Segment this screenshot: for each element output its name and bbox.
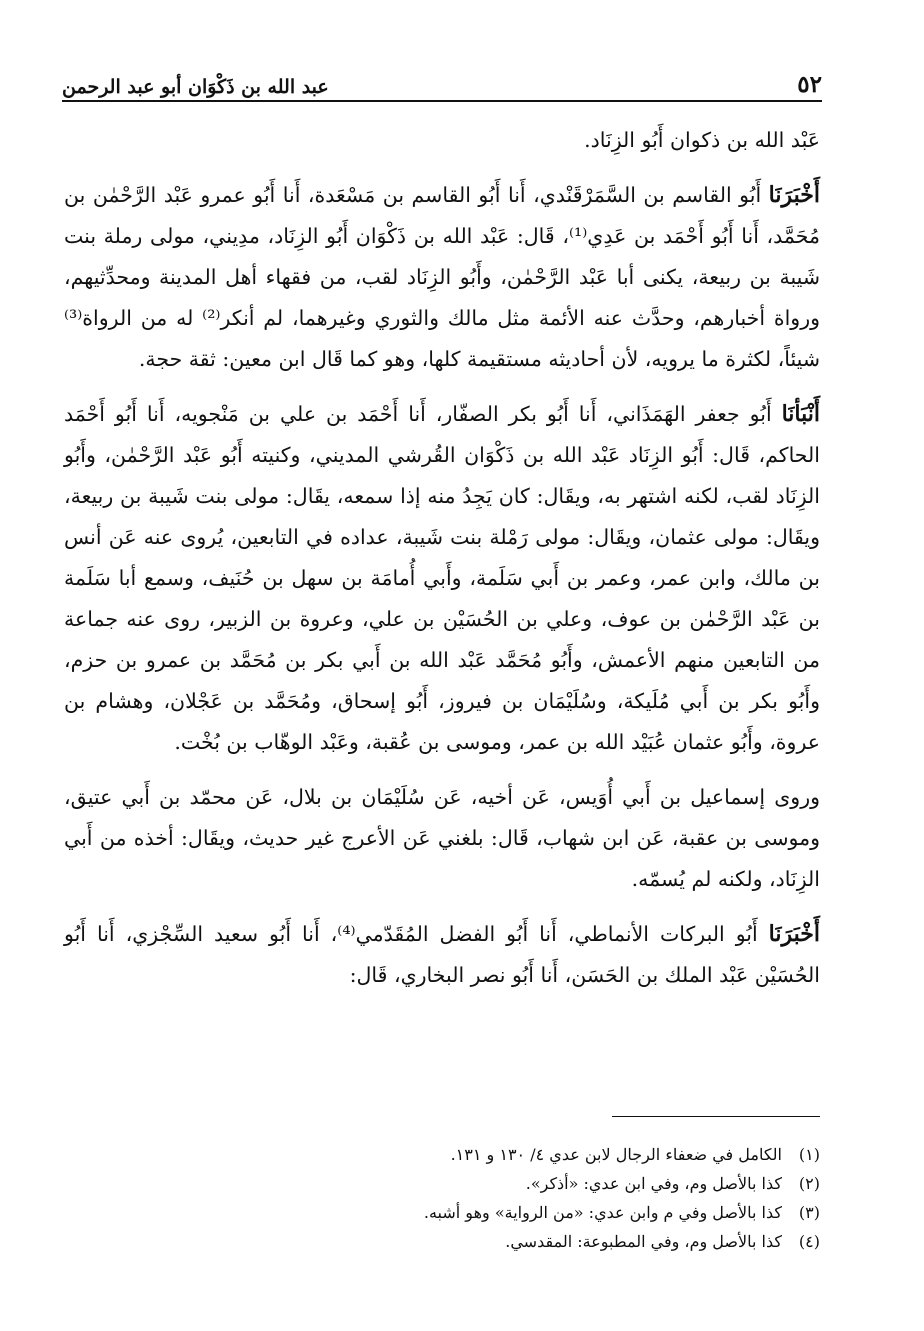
paragraph-2 bbox=[64, 175, 820, 380]
paragraph-text: وروى إسماعيل بن أَبي أُوَيس، عَن أخيه، عَن سُلَيْمَان بن بلال، عَن محمّد بن أَبي عتيق، وموسى بن عقبة، عَن ابن شهاب، قَال: بلغني عَن الأعرج غير حديث، ويقَال: أخذه من أَبي الزِنَاد، ولكنه لم يُسمّه. bbox=[64, 785, 820, 891]
paragraph-lead: أَخْبَرَنَا bbox=[768, 921, 820, 947]
page-number: ٥٢ bbox=[797, 71, 822, 98]
footnote-1 bbox=[64, 1140, 820, 1169]
paragraph-lead: أَخْبَرَنَا bbox=[768, 182, 820, 208]
main-text bbox=[64, 120, 820, 1010]
paragraph-text: أَبُو البركات الأنماطي، أَنا أَبُو الفضل المُقَدّمي⁽⁴⁾، أَنا أَبُو سعيد السِّجْزي، أَنا أَبُو الحُسَيْن عَبْد الملك بن الحَسَن، أَنا أَبُو نصر البخاري، قَال: bbox=[64, 922, 820, 987]
footnote-number: (١) bbox=[798, 1145, 820, 1164]
page-header bbox=[62, 58, 822, 98]
footnote-text: كذا بالأصل وم، وفي ابن عدي: «أذكر». bbox=[525, 1174, 782, 1193]
footnote-text: كذا بالأصل وم، وفي المطبوعة: المقدسي. bbox=[505, 1232, 782, 1251]
footnote-number: (٤) bbox=[798, 1232, 820, 1251]
paragraph-text: عَبْد الله بن ذكوان أَبُو الزِنَاد. bbox=[584, 128, 820, 152]
paragraph-text: أَبُو القاسم بن السَّمَرْقَنْدي، أَنا أَبُو القاسم بن مَسْعَدة، أَنا أَبُو عمرو عَبْد الرَّحْمٰن بن مُحَمَّد، أَنا أَبُو أَحْمَد بن عَدِي⁽¹⁾، قَال: عَبْد الله بن ذَكْوَان أَبُو الزِنَاد، مدِيني، مولى رملة بنت شَيبة بن ربيعة، يكنى أبا عَبْد الرَّحْمٰن، وأَبُو الزِنَاد لقب، من فقهاء أهل المدينة ومحدِّثيهم، ورواة أخبارهم، وحدَّث عنه الأئمة مثل مالك والثوري وغيرهما، لم أنكر⁽²⁾ له من الرواة⁽³⁾ شيئاً، لكثرة ما يرويه، لأن أحاديثه مستقيمة كلها، وهو كما قَال ابن معين: ثقة حجة. bbox=[64, 183, 820, 371]
paragraph-3 bbox=[64, 394, 820, 763]
paragraph-1 bbox=[64, 120, 820, 161]
footnote-rule bbox=[612, 1116, 820, 1117]
paragraph-5 bbox=[64, 914, 820, 996]
footnote-number: (٣) bbox=[798, 1203, 820, 1222]
paragraph-text: أَبُو جعفر الهَمَذَاني، أَنا أَبُو بكر الصفّار، أَنا أَحْمَد بن علي بن مَنْجويه، أَنا أَبُو أَحْمَد الحاكم، قَال: أَبُو الزِنَاد عَبْد الله بن ذَكْوَان القُرشي المديني، وكنيته أَبُو عَبْد الرَّحْمٰن، وأَبُو الزِنَاد لقب، لكنه اشتهر به، ويقَال: كان يَجِدُ منه إذا سمعه، يقَال: مولى بنت شَيبة بن ربيعة، ويقَال: مولى عثمان، ويقَال: مولى رَمْلة بنت شَيبة، عداده في التابعين، يُروى عنه عَن أنس بن مالك، وابن عمر، وعمر بن أَبي سَلَمة، وأَبي أُمامَة بن سهل بن حُنَيف، وسمع أبا سَلَمة بن عَبْد الرَّحْمٰن بن عوف، وعلي بن الحُسَيْن بن علي، وعروة بن الزبير، روى عنه جماعة من التابعين منهم الأعمش، وأَبُو مُحَمَّد عَبْد الله بن أَبي بكر بن مُحَمَّد بن عمرو بن حزم، وأَبُو بكر بن أَبي مُلَيكة، وسُلَيْمَان بن فيروز، أَبُو إسحاق، ومُحَمَّد بن عَجْلان، وهشام بن عروة، وأَبُو عثمان عُبَيْد الله بن عمر، وموسى بن عُقبة، وعَبْد الوهّاب بن بُخْت. bbox=[64, 402, 820, 754]
paragraph-lead: أَنْبَأنَا bbox=[781, 401, 820, 427]
footnote-number: (٢) bbox=[798, 1174, 820, 1193]
footnote-4 bbox=[64, 1227, 820, 1256]
running-title: عبد الله بن ذَكْوَان أبو عبد الرحمن bbox=[62, 76, 329, 98]
footnote-text: الكامل في ضعفاء الرجال لابن عدي ٤/ ١٣٠ و ١٣١. bbox=[450, 1145, 782, 1164]
footnotes bbox=[64, 1140, 820, 1256]
header-rule bbox=[62, 100, 822, 102]
footnote-3 bbox=[64, 1198, 820, 1227]
footnote-2 bbox=[64, 1169, 820, 1198]
footnote-text: كذا بالأصل وفي م وابن عدي: «من الرواية» وهو أشبه. bbox=[423, 1203, 782, 1222]
paragraph-4 bbox=[64, 777, 820, 900]
